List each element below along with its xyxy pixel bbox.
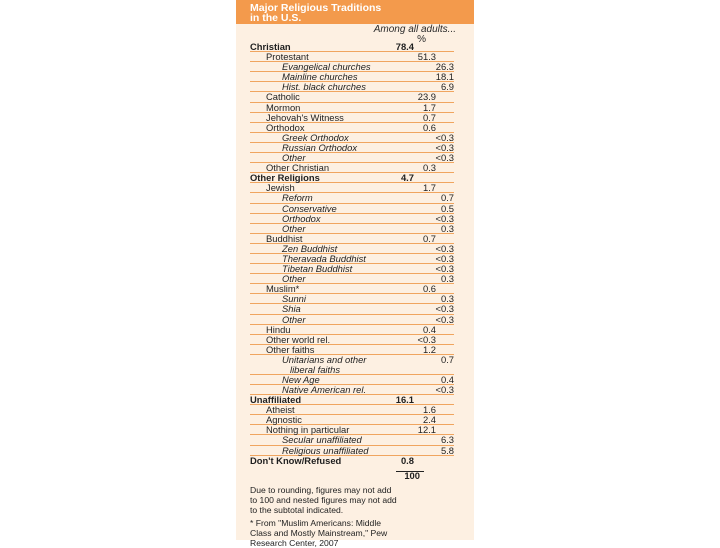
row-value: 0.7 [422,232,436,244]
footnote-rounding-1: Due to rounding, figures may not add [250,485,392,495]
footnote-source-1: * From "Muslim Americans: Middle [250,518,382,528]
table-header-bar [236,0,474,24]
footnote [250,485,460,548]
row-value: <0.3 [435,252,454,264]
row-value: 0.5 [440,202,454,214]
row-value: 6.9 [440,81,454,93]
row-label: Other faiths [266,343,315,355]
column-header-line-1: Among all adults... [373,24,456,35]
row-value: 78.4 [395,41,414,52]
row-value: 5.8 [440,444,454,456]
row-label: New Age [282,373,320,385]
row-label: Christian [250,41,291,52]
row-label: Evangelical churches [282,61,371,73]
row-value: 0.6 [422,121,436,133]
table-row [250,456,454,466]
row-value: 0.4 [440,373,454,385]
row-value: <0.3 [435,212,454,224]
row-value: 6.3 [440,434,454,446]
table-row [250,355,454,375]
table-row [250,143,454,153]
row-value: 2.4 [422,414,436,426]
row-label: Buddhist [266,232,303,244]
religion-table-panel [236,0,474,548]
table-row [250,214,454,224]
row-label: Shia [282,303,301,315]
row-label: Other Religions [250,172,320,184]
row-value: 4.7 [400,172,414,184]
row-label: Nothing in particular [266,424,350,436]
row-value: 0.7 [422,111,436,123]
footnote-rounding-2: to 100 and nested figures may not add [250,495,397,505]
row-value: 0.3 [440,273,454,285]
table-row [250,123,454,133]
column-header-line-2: % [417,34,426,45]
row-label: Tibetan Buddhist [282,263,353,275]
row-value: 0.4 [422,323,436,335]
title-line-2: in the U.S. [250,12,302,24]
row-value: <0.3 [435,263,454,275]
row-label: Atheist [266,404,295,416]
row-label: Catholic [266,91,300,103]
row-label: Other [282,273,306,285]
table-row [250,204,454,214]
row-value: 16.1 [395,394,414,406]
row-value: <0.3 [435,313,454,325]
row-label: Other world rel. [266,333,331,345]
row-label: Agnostic [266,414,302,426]
row-value: <0.3 [435,141,454,153]
row-value: <0.3 [435,131,454,143]
row-label: Don't Know/Refused [250,454,342,466]
row-value: 26.3 [435,61,454,73]
table-row [250,304,454,314]
row-label: Other [282,152,306,164]
row-value: 0.8 [400,454,414,466]
row-label-continued: liberal faiths [290,363,341,375]
row-value: 0.6 [422,283,436,295]
row-value: <0.3 [435,303,454,315]
table-row [250,234,454,244]
row-value: 12.1 [417,424,436,436]
row-value: 51.3 [417,51,436,63]
row-label: Other [282,222,306,234]
row-label: Russian Orthodox [282,141,358,153]
row-value: 1.7 [422,101,436,113]
row-label: Hist. black churches [282,81,366,93]
row-label: Unaffiliated [250,394,302,406]
row-label: Religious unaffiliated [282,444,369,456]
row-label: Sunni [282,293,306,305]
table-title [250,3,381,23]
row-value: 0.3 [440,222,454,234]
title-line-1: Major Religious Traditions [250,2,382,14]
table-row [250,193,454,203]
row-label: Conservative [282,202,337,214]
row-label: Native American rel. [282,384,367,395]
table-row [250,254,454,264]
row-value: 0.3 [440,293,454,305]
row-label: Secular unaffiliated [282,434,362,446]
row-label: Protestant [266,51,309,63]
row-label: Orthodox [266,121,305,133]
row-label: Jehovah's Witness [266,111,344,123]
footnote-rounding-3: to the subtotal indicated. [250,505,344,515]
row-value: 18.1 [435,71,454,83]
row-label: Reform [282,192,313,204]
row-label: Hindu [266,323,291,335]
row-label: Orthodox [282,212,321,224]
row-value: 0.7 [440,353,454,365]
row-label: Mainline churches [282,71,358,83]
row-label: Zen Buddhist [282,242,338,254]
row-label: Jewish [266,182,295,194]
footnote-source-2: Class and Mostly Mainstream," Pew [250,528,388,538]
row-value: <0.3 [417,333,436,345]
total-value: 100 [404,470,420,481]
religion-rows [250,42,454,466]
row-value: <0.3 [435,384,454,395]
row-value: <0.3 [435,152,454,164]
row-value: 0.3 [422,162,436,174]
footnote-source-3: Research Center, 2007 [250,538,339,548]
table-row [250,264,454,274]
row-value: 1.2 [422,343,436,355]
table-row [250,183,454,193]
row-value: 0.7 [440,192,454,204]
row-label: Greek Orthodox [282,131,349,143]
row-value: 1.7 [422,182,436,194]
row-label: Muslim* [266,283,300,295]
table-row [250,294,454,304]
row-value: 1.6 [422,404,436,416]
row-label: Other Christian [266,162,330,174]
row-label: Other [282,313,306,325]
row-label: Unitarians and other [282,353,367,365]
row-label: Theravada Buddhist [282,252,366,264]
table-row [250,284,454,294]
row-value: <0.3 [435,242,454,254]
row-value: 23.9 [417,91,436,103]
row-label: Mormon [266,101,301,113]
